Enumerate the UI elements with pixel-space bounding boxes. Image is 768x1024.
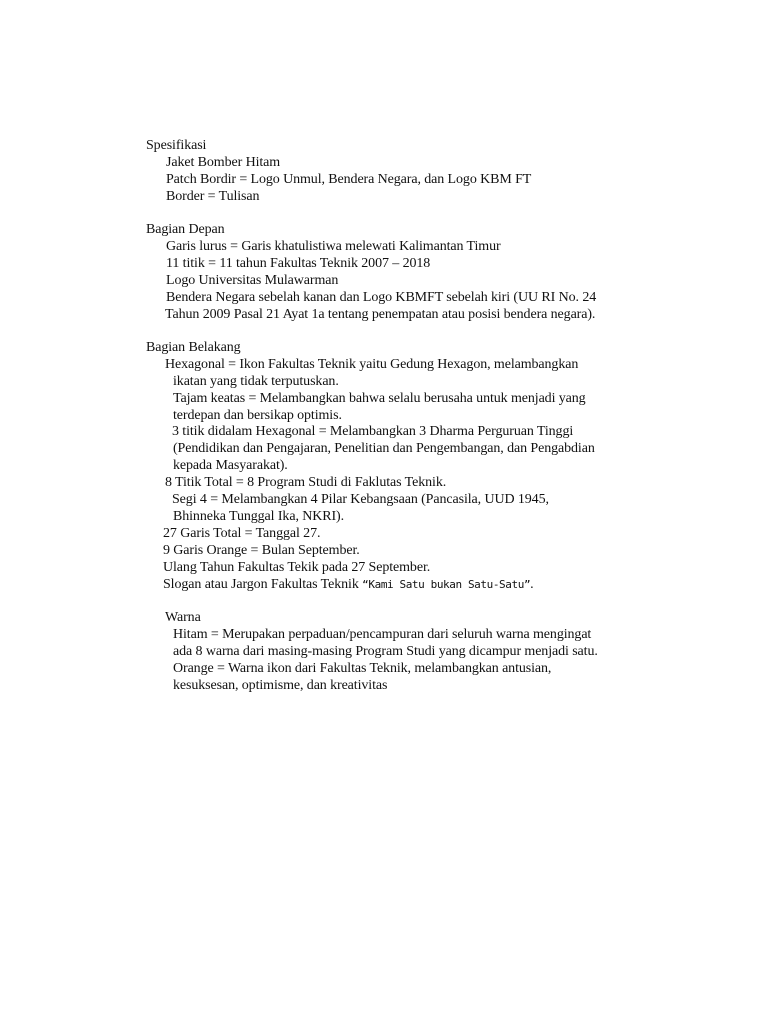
bagian-belakang-item: 27 Garis Total = Tanggal 27. — [163, 526, 321, 541]
section-heading-warna: Warna — [165, 610, 201, 625]
bagian-belakang-item: 8 Titik Total = 8 Program Studi di Faklutas Teknik. — [165, 475, 447, 490]
bagian-belakang-item: 3 titik didalam Hexagonal = Melambangkan 3 Dharma Perguruan Tinggi — [172, 424, 574, 439]
slogan-quote: “Kami Satu bukan Satu-Satu” — [362, 578, 531, 591]
section-heading-spesifikasi: Spesifikasi — [146, 138, 207, 153]
bagian-depan-item: Logo Universitas Mulawarman — [166, 273, 339, 288]
warna-item: Hitam = Merupakan perpaduan/pencampuran dari seluruh warna mengingat — [173, 627, 592, 642]
section-heading-bagian-belakang: Bagian Belakang — [146, 340, 241, 355]
warna-item: kesuksesan, optimisme, dan kreativitas — [173, 678, 388, 693]
section-heading-bagian-depan: Bagian Depan — [146, 222, 225, 237]
bagian-belakang-item: 9 Garis Orange = Bulan September. — [163, 543, 360, 558]
spesifikasi-item: Patch Bordir = Logo Unmul, Bendera Negara, dan Logo KBM FT — [166, 172, 532, 187]
bagian-belakang-item: terdepan dan bersikap optimis. — [173, 408, 342, 423]
bagian-depan-item: Bendera Negara sebelah kanan dan Logo KBMFT sebelah kiri (UU RI No. 24 — [166, 290, 597, 305]
bagian-belakang-item: (Pendidikan dan Pengajaran, Penelitian dan Pengembangan, dan Pengabdian — [173, 441, 595, 456]
bagian-belakang-item: ikatan yang tidak terputuskan. — [173, 374, 339, 389]
bagian-belakang-item: Bhinneka Tunggal Ika, NKRI). — [173, 509, 345, 524]
bagian-belakang-item: Segi 4 = Melambangkan 4 Pilar Kebangsaan (Pancasila, UUD 1945, — [172, 492, 549, 507]
slogan-prefix: Slogan atau Jargon Fakultas Teknik — [163, 577, 363, 592]
slogan-line — [163, 576, 534, 593]
bagian-belakang-item: Hexagonal = Ikon Fakultas Teknik yaitu Gedung Hexagon, melambangkan — [165, 357, 579, 372]
spesifikasi-item: Border = Tulisan — [166, 189, 260, 204]
bagian-belakang-item: Tajam keatas = Melambangkan bahwa selalu berusaha untuk menjadi yang — [173, 391, 586, 406]
bagian-belakang-item: Ulang Tahun Fakultas Tekik pada 27 September. — [163, 560, 431, 575]
warna-item: Orange = Warna ikon dari Fakultas Teknik, melambangkan antusian, — [173, 661, 552, 676]
bagian-depan-item: Tahun 2009 Pasal 21 Ayat 1a tentang penempatan atau posisi bendera negara). — [165, 307, 596, 322]
bagian-depan-item: 11 titik = 11 tahun Fakultas Teknik 2007 – 2018 — [166, 256, 431, 271]
bagian-belakang-item: kepada Masyarakat). — [173, 458, 288, 473]
warna-item: ada 8 warna dari masing-masing Program Studi yang dicampur menjadi satu. — [173, 644, 598, 659]
bagian-depan-item: Garis lurus = Garis khatulistiwa melewati Kalimantan Timur — [166, 239, 501, 254]
slogan-suffix: . — [530, 577, 534, 592]
spesifikasi-item: Jaket Bomber Hitam — [166, 155, 281, 170]
